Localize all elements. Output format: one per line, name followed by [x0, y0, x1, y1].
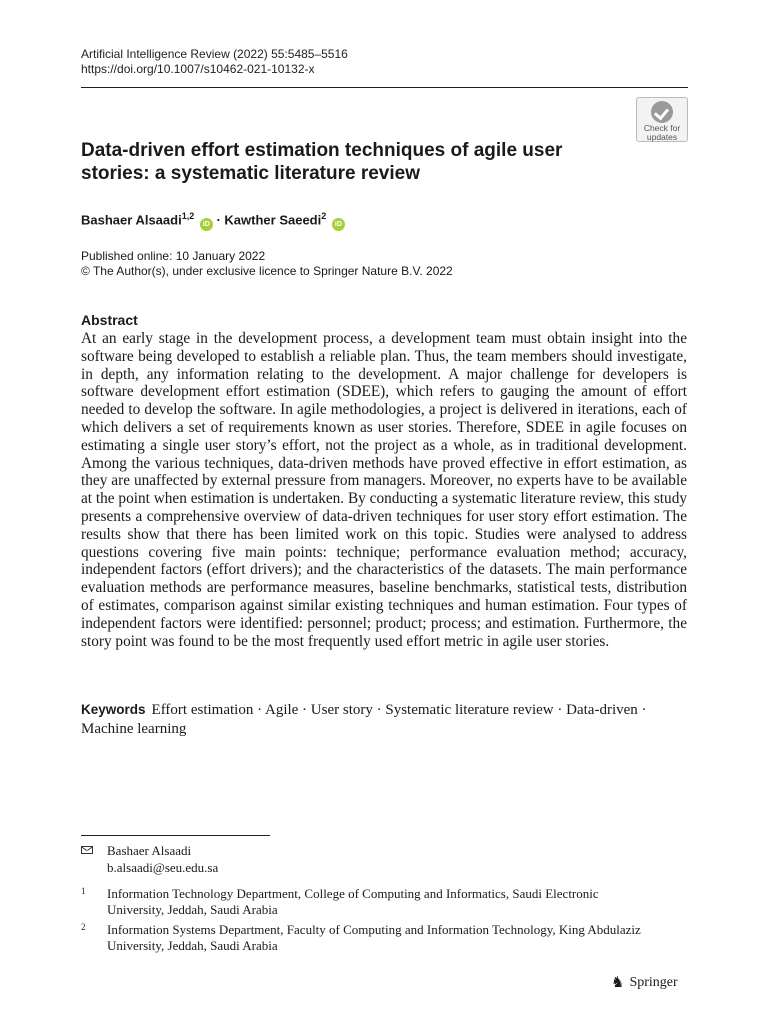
publisher-name: Springer: [629, 975, 678, 990]
check-updates-icon: [651, 101, 673, 123]
envelope-icon: [81, 846, 93, 854]
journal-citation: Artificial Intelligence Review (2022) 55:5485–5516: [81, 47, 348, 61]
check-updates-line1: Check for: [643, 123, 681, 133]
paper-title: Data-driven effort estimation techniques of agile user stories: a systematic literature review: [81, 140, 563, 184]
affiliation-number: 1: [81, 886, 86, 896]
affiliation-number: 2: [81, 922, 86, 932]
author-name[interactable]: Bashaer Alsaadi: [81, 212, 182, 228]
keywords-label: Keywords: [81, 702, 146, 717]
publisher-logo: [611, 973, 678, 993]
abstract-heading: Abstract: [81, 312, 138, 328]
orcid-icon[interactable]: iD: [332, 218, 345, 231]
author-separator: ·: [216, 212, 221, 228]
author-affiliation-sup: 1,2: [181, 211, 195, 221]
copyright-notice: © The Author(s), under exclusive licence to Springer Nature B.V. 2022: [81, 264, 453, 278]
author-name[interactable]: Kawther Saeedi: [224, 212, 322, 228]
keywords-section: [81, 700, 661, 739]
published-date: Published online: 10 January 2022: [81, 249, 266, 263]
orcid-icon[interactable]: iD: [200, 218, 213, 231]
springer-horse-icon: ♞: [611, 975, 625, 991]
abstract-text: At an early stage in the development process, a development team must obtain insight into the software being developed to establish a reliable plan. Thus, the team members should investigate, in depth, any information relating to the development. A major challenge for developers is software development effort estimation (SDEE), which refers to gauging the amount of effort needed to develop the software. In agile methodologies, a project is delivered in iterations, each of which delivers a set of requirements known as user stories. Therefore, SDEE in agile focuses on estimating a single user story’s effort, not the project as a whole, as in traditional development. Among the various techniques, data-driven methods have proved effective in effort estimation, as they are unaffected by external pressure from managers. Moreover, no experts have to be available at the point when estimation is undertaken. By conducting a systematic literature review, this study presents a comprehensive overview of data-driven techniques for user story effort estimation. The results show that there has been limited work on this topic. Studies were analysed to address questions covering five main points: technique; performance evaluation method; accuracy, independent factors (effort drivers); and the characteristics of the datasets. The main performance evaluation methods are performance measures, baseline benchmarks, statistical tests, distribution of estimates, comparison against similar existing techniques and human estimation. Four types of independent factors were identified: personnel; product; process; and estimation. Furthermore, the story point was found to be the most frequently used effort metric in agile user stories.: [81, 330, 687, 650]
corresponding-author-email[interactable]: b.alsaadi@seu.edu.sa: [107, 860, 219, 875]
author-affiliation-sup: 2: [321, 211, 327, 221]
doi-link[interactable]: https://doi.org/10.1007/s10462-021-10132-x: [81, 62, 315, 76]
corresponding-author-name: Bashaer Alsaadi: [107, 843, 192, 858]
author-list: [81, 208, 345, 231]
footnote-divider: [81, 835, 270, 836]
header-divider: [81, 87, 688, 88]
keywords-list: Effort estimation · Agile · User story · Systematic literature review · Data-driven · Machine learning: [81, 702, 647, 737]
check-updates-line2: updates: [646, 132, 678, 142]
affiliation-text: Information Systems Department, Faculty of Computing and Information Technology, King Abdulaziz University, Jeddah, Saudi Arabia: [107, 922, 641, 953]
affiliation-text: Information Technology Department, College of Computing and Informatics, Saudi Electronic University, Jeddah, Saudi Arabia: [107, 886, 599, 917]
check-for-updates-badge[interactable]: [636, 97, 688, 142]
journal-header: [81, 47, 348, 77]
publication-info: [81, 249, 453, 279]
